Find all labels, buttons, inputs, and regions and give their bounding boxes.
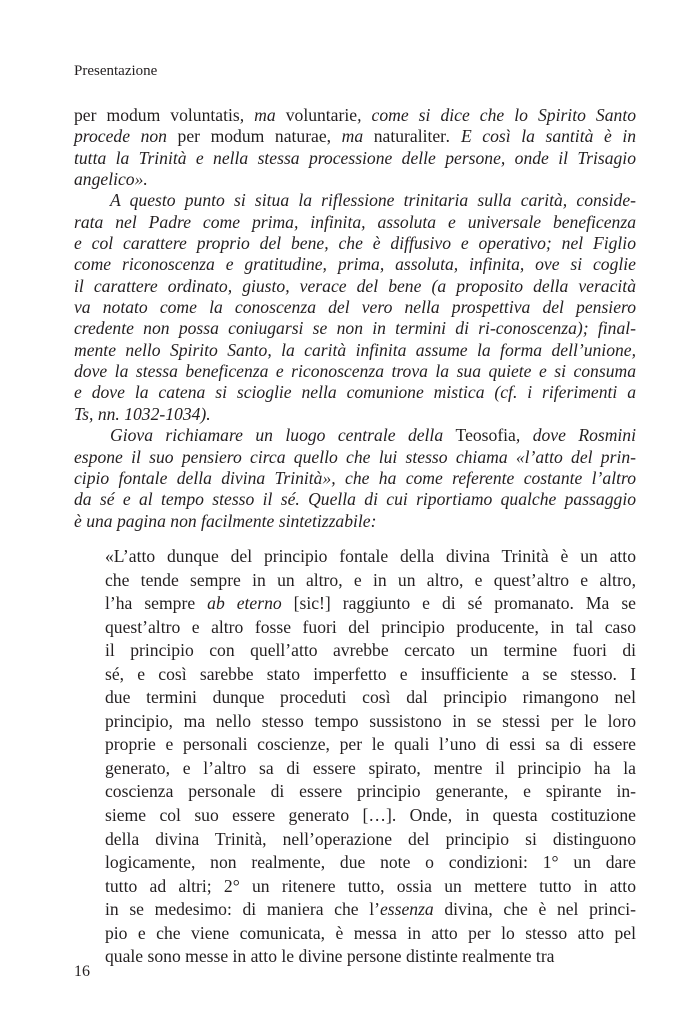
block-quote [105,545,636,969]
roman-run: della divina Trinità, nell’operazione del principio si distinguono [105,828,636,849]
roman-run: [sic!] raggiunto e di sé promanato. Ma se [281,593,636,614]
text-line [74,425,636,446]
italic-run: tutta la Trinità e nella stessa processione delle persone, onde il Trisagio [74,147,636,168]
italic-run: essenza [379,899,434,920]
text-line [74,361,636,382]
italic-run: Ts, nn. 1032-1034). [74,403,211,424]
roman-run: divina, che è nel princi- [433,899,636,920]
text-line [105,686,636,710]
text-line [105,757,636,781]
text-line [105,780,636,804]
text-line [74,254,636,275]
roman-run: naturaliter [373,126,447,147]
text-line [74,340,636,361]
text-line [105,898,636,922]
text-line [74,447,636,468]
roman-run: «L’atto dunque del principio fontale della divina Trinità è un atto [105,546,636,566]
text-line [74,468,636,489]
italic-run: ma [341,126,374,147]
italic-run: rata nel Padre come prima, infinita, assoluta e universale beneficenza [74,211,636,232]
text-line [74,233,636,254]
text-line [105,851,636,875]
roman-run: in se medesimo: di maniera che l’ [105,899,380,920]
italic-run: dove la stessa beneficenza e riconoscenza trova la sua quiete e si consuma [74,361,636,382]
italic-run: il carattere ordinato, giusto, verace del bene (a proposito della veracità [74,275,636,296]
italic-run: . E così la santità è in [446,126,637,147]
roman-run: voluntarie [285,105,358,125]
roman-run: sé, e così sarebbe stato imperfetto e insufficiente a se stesso. I [105,663,636,684]
roman-run: il principio con quell’atto avrebbe cercato un termine fuori di [105,640,636,661]
text-line [105,875,636,899]
text-line [74,212,636,233]
roman-run: due termini dunque proceduti così dal principio rimangono nel [105,687,636,708]
text-line [74,318,636,339]
roman-run: Teosofia [455,425,516,446]
roman-run: che tende sempre in un altro, e in un altro, e quest’altro e altro, [105,569,636,590]
text-line [105,828,636,852]
roman-run: per modum voluntatis [74,105,240,125]
text-line [74,511,636,532]
italic-run: e col carattere proprio del bene, che è diffusivo e operativo; nel Figlio [74,233,636,254]
text-line [105,639,636,663]
text-line [74,489,636,510]
text-line [105,569,636,593]
italic-run: è una pagina non facilmente sintetizzabile: [74,510,377,531]
italic-run: , dove Rosmini [515,425,636,446]
text-line [105,922,636,946]
italic-run: , come si dice che lo Spirito Santo [357,105,636,125]
text-line [105,663,636,687]
body-text [74,105,636,532]
roman-run: per modum naturae, [177,126,342,147]
italic-run: e dove la catena si scioglie nella comunione mistica (cf. i riferimenti a [74,382,636,403]
roman-run: quale sono messe in atto le divine persone distinte realmente tra [105,946,555,967]
text-line [105,804,636,828]
paragraph [74,425,636,532]
paragraph [74,105,636,190]
text-line [74,126,636,147]
text-line [74,169,636,190]
roman-run: coscienza personale di essere principio generante, e spirante in- [105,781,636,802]
italic-run: da sé e al tempo stesso il sé. Quella di cui riportiamo qualche passaggio [74,489,636,510]
italic-run: credente non possa coniugarsi se non in termini di ri-conoscenza); final- [74,318,636,339]
italic-run: espone il suo pensiero circa quello che lui stesso chiama «l’atto del prin- [74,446,636,467]
text-line [74,276,636,297]
paragraph [74,190,636,425]
text-line [105,945,636,969]
roman-run: l’ha sempre [105,593,208,614]
text-line [105,733,636,757]
roman-run: tutto ad altri; 2° un ritenere tutto, ossia un mettere tutto in atto [105,875,636,896]
italic-run: Giova richiamare un luogo centrale della [110,425,456,446]
italic-run: mente nello Spirito Santo, la carità infinita assume la forma dell’unione, [74,339,636,360]
text-line [105,710,636,734]
text-line [74,297,636,318]
running-head: Presentazione [74,63,158,79]
italic-run: va notato come la conoscenza del vero nella prospettiva del pensiero [74,297,636,318]
text-line [74,105,636,126]
roman-run: quest’altro e altro fosse fuori del principio producente, in tal caso [105,616,636,637]
italic-run: cipio fontale della divina Trinità», che ha come referente costante l’altro [74,467,636,488]
text-line [105,545,636,569]
italic-run: A questo punto si situa la riflessione trinitaria sulla carità, conside- [110,190,636,211]
roman-run: principio, ma nello stesso tempo sussistono in se stessi per le loro [105,710,636,731]
page-number: 16 [74,963,90,980]
roman-run: pio e che viene comunicata, è messa in atto per lo stesso atto pel [105,922,636,943]
roman-run: logicamente, non realmente, due note o condizioni: 1° un dare [105,852,636,873]
text-line [105,616,636,640]
text-line [74,404,636,425]
italic-run: procede non [74,126,178,147]
italic-run: ab eterno [207,593,282,614]
text-line [74,190,636,211]
roman-run: sieme col suo essere generato […]. Onde, in questa costituzione [105,805,636,826]
italic-run: , ma [239,105,286,125]
text-line [74,382,636,403]
roman-run: proprie e personali coscienze, per le quali l’uno di essi sa di essere [105,734,636,755]
italic-run: come riconoscenza e gratitudine, prima, assoluta, infinita, ove si coglie [74,254,636,275]
text-line [105,592,636,616]
italic-run: angelico». [74,169,148,190]
roman-run: generato, e l’altro sa di essere spirato, mentre il principio ha la [105,757,636,778]
text-line [74,148,636,169]
